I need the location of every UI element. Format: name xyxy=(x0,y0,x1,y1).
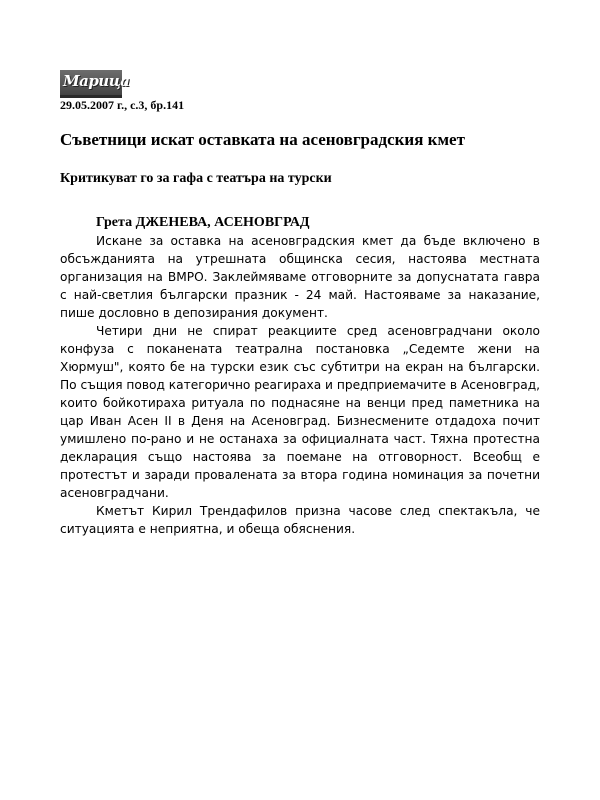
article-byline: Грета ДЖЕНЕВА, АСЕНОВГРАД xyxy=(96,215,310,230)
article-paragraph-1: Искане за оставка на асеновградския кмет да бъде включено в обсъжданията на утрешната общинска сесия, настоява местната организация на ВМРО. Заклеймяваме отговорните за допуснатата гавра с най-светлия български празник - 24 май. Настояваме за наказание, пише дословно в депозирания документ. xyxy=(60,234,540,320)
article-page xyxy=(60,70,540,538)
article-subheadline: Критикуват го за гафа с театъра на турски xyxy=(60,171,332,186)
article-headline: Съветници искат оставката на асеновградския кмет xyxy=(60,130,465,149)
article-paragraph-3: Кметът Кирил Трендафилов призна часове след спектакъла, че ситуацията е неприятна, и обеща обяснения. xyxy=(60,504,540,536)
newspaper-logo-text: Марица xyxy=(63,72,130,90)
article-paragraph-2: Четири дни не спират реакциите сред асеновградчани около конфуза с поканената театрална постановка „Седемте жени на Хюрмуш", която бе на турски език със субтитри на екран на български. По същия повод категорично реагираха и предприемачите в Асеновград, които бойкотираха ритуала по поднасяне на венци пред паметника на цар Иван Асен II в Деня на Асеновград. Бизнесмените отдадоха почит умишлено по-рано и не останаха за официалната част. Тяхна протестна декларация също настоява за поемане на отговорност. Всеобщ е протестът и заради провалената за втора година номинация за почетни асеновградчани. xyxy=(60,324,540,500)
newspaper-logo xyxy=(60,70,130,98)
issue-date-line: 29.05.2007 г., с.3, бр.141 xyxy=(60,98,185,112)
